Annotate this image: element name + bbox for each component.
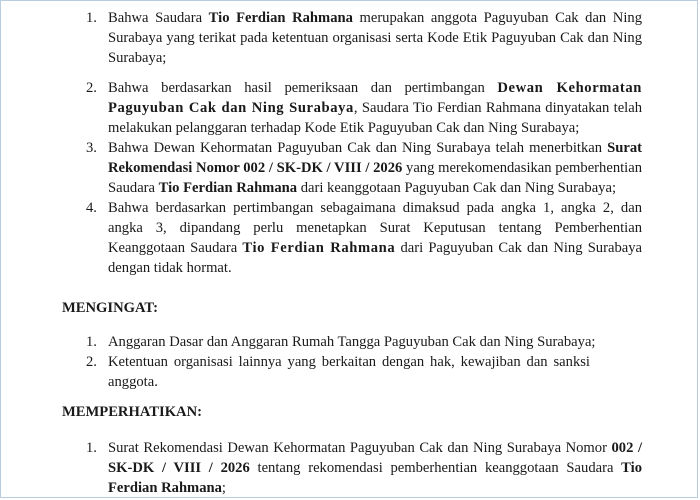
council-name: Dewan Kehormatan Paguyuban Cak dan Ning Surabaya	[108, 80, 642, 116]
item-text: dari Paguyuban Cak dan Ning Surabaya dengan tidak hormat.	[108, 240, 642, 276]
item-text: ;	[221, 480, 226, 496]
item-text: Bahwa berdasarkan hasil pemeriksaan dan pertimbangan	[108, 80, 498, 96]
member-name: Tio Ferdian Rahmana	[158, 180, 298, 196]
item-number: 2.	[86, 354, 97, 370]
list-item	[0, 198, 700, 278]
item-number: 3.	[86, 140, 97, 156]
list-item	[0, 78, 700, 138]
member-name: Tio Ferdian Rahmana	[108, 460, 642, 496]
item-text: Anggaran Dasar dan Anggaran Rumah Tangga Paguyuban Cak dan Ning Surabaya;	[108, 334, 596, 350]
item-text: Bahwa berdasarkan pertimbangan sebagaimana dimaksud pada angka 1, angka 2, dan angka 3, dipandang perlu menetapkan Surat Keputusan tentang Pemberhentian Keanggotaan Saudara	[108, 200, 642, 256]
letter-number: 002 / SK-DK / VIII / 2026	[108, 440, 642, 476]
member-name: Tio Ferdian Rahmana	[208, 10, 353, 26]
section-heading-memperhatikan: MEMPERHATIKAN:	[62, 404, 202, 420]
item-text: , Saudara Tio Ferdian Rahmana dinyatakan telah melakukan pelanggaran terhadap Kode Etik Paguyuban Cak dan Ning Surabaya;	[108, 100, 643, 136]
item-number: 4.	[86, 200, 97, 216]
list-item	[0, 8, 700, 68]
memperhatikan-list	[0, 438, 700, 498]
member-name: Tio Ferdian Rahmana	[242, 240, 396, 256]
item-number: 1.	[86, 334, 97, 350]
mengingat-list	[0, 332, 700, 392]
item-text: Bahwa Saudara	[108, 10, 209, 26]
item-text: yang merekomendasikan pemberhentian Saudara	[108, 160, 642, 196]
letter-number: Surat Rekomendasi Nomor 002 / SK-DK / VIII / 2026	[108, 140, 642, 176]
list-item	[0, 352, 700, 392]
item-text: Ketentuan organisasi lainnya yang berkaitan dengan hak, kewajiban dan sanksi anggota.	[108, 354, 590, 390]
item-text: tentang rekomendasi pemberhentian keanggotaan Saudara	[249, 460, 622, 476]
item-text: Bahwa Dewan Kehormatan Paguyuban Cak dan Ning Surabaya telah menerbitkan	[108, 140, 608, 156]
item-text: merupakan anggota Paguyuban Cak dan Ning Surabaya yang terikat pada ketentuan organisasi serta Kode Etik Paguyuban Cak dan Ning Surabaya;	[108, 10, 642, 66]
considerations-list	[0, 8, 700, 278]
list-item	[0, 332, 700, 352]
list-item	[0, 138, 700, 198]
item-number: 1.	[86, 10, 97, 26]
item-number: 2.	[86, 80, 97, 96]
item-text: dari keanggotaan Paguyuban Cak dan Ning Surabaya;	[297, 180, 617, 196]
section-heading-mengingat: MENGINGAT:	[62, 300, 158, 316]
list-item	[0, 438, 700, 498]
item-number: 1.	[86, 440, 97, 456]
item-text: Surat Rekomendasi Dewan Kehormatan Paguyuban Cak dan Ning Surabaya Nomor	[108, 440, 612, 456]
